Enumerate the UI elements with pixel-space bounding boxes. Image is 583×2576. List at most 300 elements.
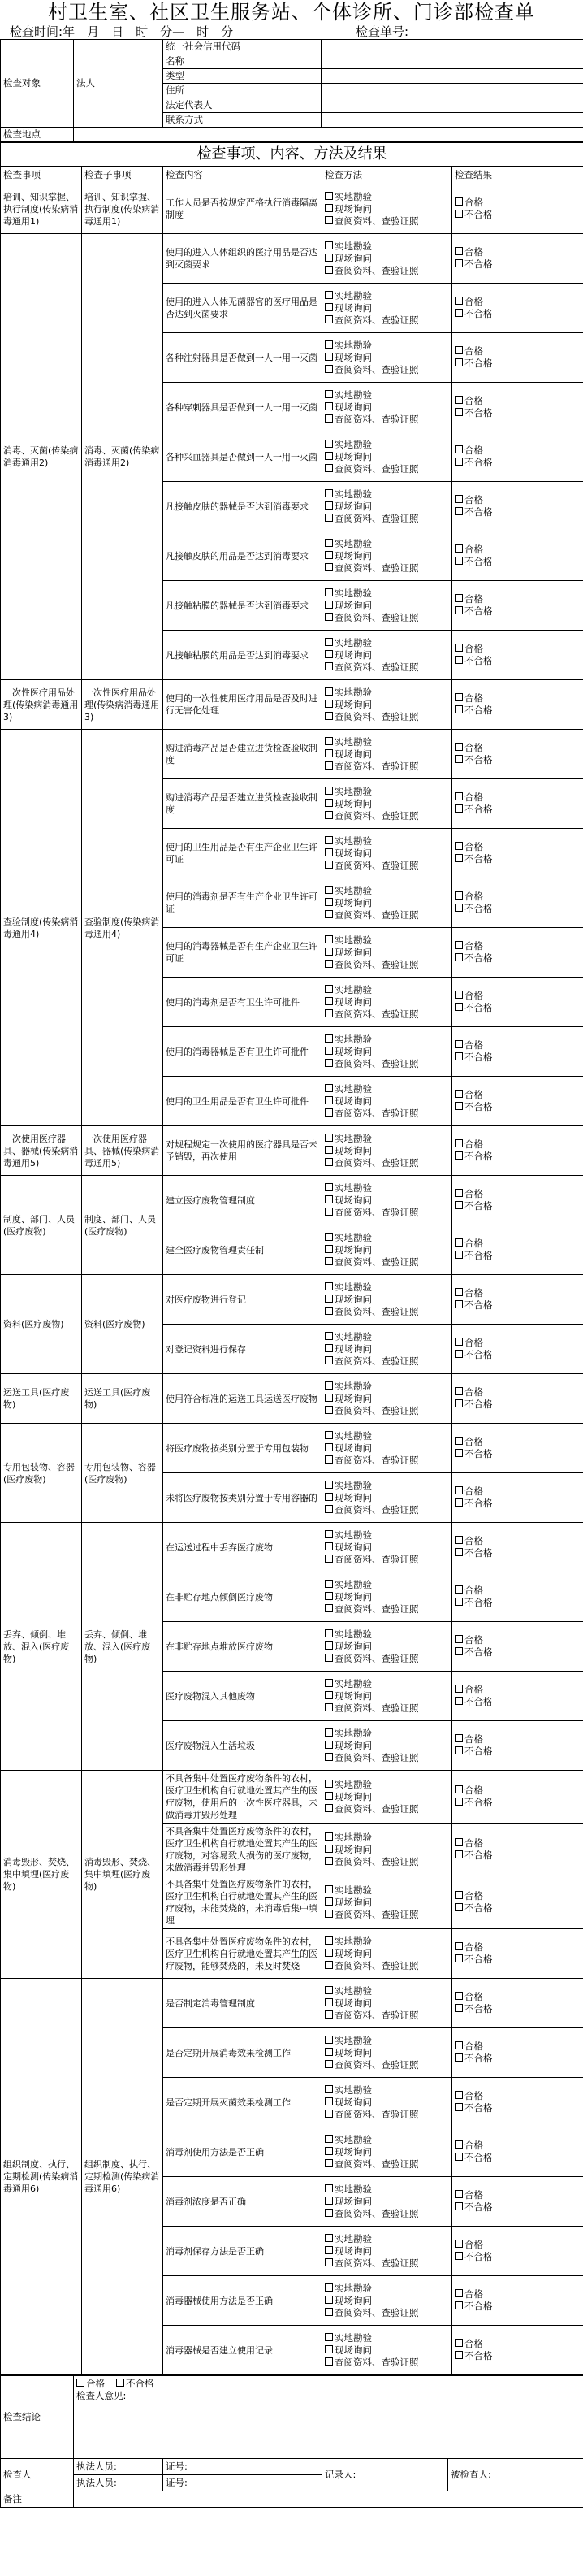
result-checkbox[interactable] <box>455 1139 463 1147</box>
method-checkbox[interactable] <box>325 303 333 311</box>
method-checkbox[interactable] <box>325 551 333 559</box>
method-option-label: 现场询问 <box>335 995 372 1008</box>
result-option <box>455 209 581 221</box>
result-checkbox[interactable] <box>455 1387 463 1395</box>
method-checkbox[interactable] <box>325 539 333 547</box>
method-checkbox[interactable] <box>325 1845 333 1853</box>
result-cell <box>452 1126 583 1176</box>
result-checkbox[interactable] <box>455 1548 463 1556</box>
result-option <box>455 457 581 469</box>
result-checkbox[interactable] <box>455 705 463 713</box>
result-checkbox[interactable] <box>455 1003 463 1011</box>
method-option-label: 查阅资料、查验证照 <box>335 1305 419 1317</box>
column-header: 检查事项 <box>1 167 82 184</box>
method-checkbox[interactable] <box>325 1245 333 1253</box>
result-checkbox[interactable] <box>455 2301 463 2309</box>
basic-field-value[interactable] <box>322 40 583 54</box>
method-checkbox[interactable] <box>325 1961 333 1969</box>
method-checkbox[interactable] <box>325 452 333 460</box>
method-checkbox[interactable] <box>325 241 333 249</box>
method-checkbox[interactable] <box>325 1804 333 1812</box>
method-checkbox[interactable] <box>325 1455 333 1464</box>
result-checkbox[interactable] <box>455 1238 463 1247</box>
method-checkbox[interactable] <box>325 2036 333 2044</box>
method-checkbox[interactable] <box>325 1282 333 1290</box>
result-checkbox[interactable] <box>455 1697 463 1705</box>
method-option-label: 实地勘验 <box>335 1281 372 1293</box>
method-checkbox[interactable] <box>325 1183 333 1191</box>
method-checkbox[interactable] <box>325 501 333 510</box>
result-checkbox[interactable] <box>455 297 463 305</box>
result-option <box>455 1797 581 1809</box>
result-checkbox[interactable] <box>455 1437 463 1445</box>
method-checkbox[interactable] <box>325 2283 333 2292</box>
method-checkbox[interactable] <box>325 1493 333 1501</box>
method-checkbox[interactable] <box>325 353 333 361</box>
result-option-label: 合格 <box>464 742 483 753</box>
result-checkbox[interactable] <box>455 1647 463 1655</box>
result-checkbox[interactable] <box>455 1338 463 1346</box>
result-checkbox[interactable] <box>455 1102 463 1110</box>
method-checkbox[interactable] <box>325 1604 333 1612</box>
method-checkbox[interactable] <box>325 254 333 262</box>
result-checkbox[interactable] <box>455 1734 463 1742</box>
method-checkbox[interactable] <box>325 588 333 596</box>
result-checkbox[interactable] <box>455 2190 463 2198</box>
result-option <box>455 1089 581 1101</box>
method-checkbox[interactable] <box>325 2060 333 2068</box>
method-checkbox[interactable] <box>325 1208 333 1216</box>
method-checkbox[interactable] <box>325 1505 333 1513</box>
result-checkbox[interactable] <box>455 247 463 255</box>
basic-field-value[interactable] <box>322 113 583 128</box>
result-checkbox[interactable] <box>455 991 463 999</box>
method-checkbox[interactable] <box>325 960 333 968</box>
method-option-label: 实地勘验 <box>335 1182 372 1194</box>
method-option-label: 查阅资料、查验证照 <box>335 1206 419 1218</box>
method-checkbox[interactable] <box>325 192 333 200</box>
method-checkbox[interactable] <box>325 2135 333 2143</box>
result-checkbox[interactable] <box>455 346 463 354</box>
method-checkbox[interactable] <box>325 2333 333 2341</box>
remark-value[interactable] <box>74 2491 583 2508</box>
method-checkbox[interactable] <box>325 1158 333 1166</box>
method-cell <box>322 1672 452 1721</box>
method-checkbox[interactable] <box>325 365 333 373</box>
result-checkbox[interactable] <box>455 1090 463 1098</box>
result-option-label: 合格 <box>464 1890 483 1902</box>
method-checkbox[interactable] <box>325 2010 333 2019</box>
method-checkbox[interactable] <box>325 712 333 720</box>
method-checkbox[interactable] <box>325 1146 333 1154</box>
method-checkbox[interactable] <box>325 761 333 770</box>
result-checkbox[interactable] <box>455 458 463 466</box>
result-checkbox[interactable] <box>455 693 463 701</box>
result-checkbox[interactable] <box>455 1746 463 1754</box>
method-checkbox[interactable] <box>325 514 333 522</box>
result-checkbox[interactable] <box>455 1785 463 1793</box>
method-checkbox[interactable] <box>325 2246 333 2254</box>
result-option-label: 不合格 <box>464 308 493 319</box>
method-checkbox[interactable] <box>325 811 333 819</box>
result-checkbox[interactable] <box>455 1992 463 2000</box>
inspection-content: 购进消毒产品是否建立进货检查验收制度 <box>163 779 322 829</box>
method-checkbox[interactable] <box>325 1344 333 1352</box>
result-checkbox[interactable] <box>455 1838 463 1846</box>
result-checkbox[interactable] <box>455 656 463 664</box>
result-option <box>455 2251 581 2263</box>
method-checkbox[interactable] <box>325 848 333 856</box>
method-checkbox[interactable] <box>325 2147 333 2155</box>
method-checkbox[interactable] <box>325 402 333 410</box>
method-checkbox[interactable] <box>325 1394 333 1402</box>
method-checkbox[interactable] <box>325 1257 333 1265</box>
result-option <box>455 1448 581 1460</box>
method-checkbox[interactable] <box>325 1034 333 1043</box>
result-checkbox[interactable] <box>455 755 463 763</box>
method-checkbox[interactable] <box>325 1679 333 1687</box>
result-checkbox[interactable] <box>455 2103 463 2111</box>
method-option-label: 实地勘验 <box>335 1727 372 1739</box>
result-option-label: 不合格 <box>464 655 493 666</box>
method-checkbox[interactable] <box>325 1059 333 1067</box>
result-checkbox[interactable] <box>455 1891 463 1899</box>
inspection-sub-item: 运送工具(医疗废物) <box>82 1374 163 1424</box>
method-cell <box>322 1225 452 1275</box>
method-option <box>325 1844 449 1856</box>
result-checkbox[interactable] <box>455 408 463 416</box>
result-checkbox[interactable] <box>455 1954 463 1962</box>
method-checkbox[interactable] <box>325 440 333 448</box>
method-option-label: 查阅资料、查验证照 <box>335 1156 419 1169</box>
result-checkbox[interactable] <box>455 2153 463 2161</box>
method-checkbox[interactable] <box>325 2110 333 2118</box>
result-checkbox[interactable] <box>455 557 463 565</box>
result-option <box>455 1299 581 1312</box>
method-checkbox[interactable] <box>325 1998 333 2006</box>
result-option-label: 不合格 <box>464 1399 493 1410</box>
method-checkbox[interactable] <box>325 2357 333 2366</box>
result-checkbox[interactable] <box>455 594 463 602</box>
method-checkbox[interactable] <box>325 1641 333 1650</box>
method-checkbox[interactable] <box>325 266 333 274</box>
result-checkbox[interactable] <box>455 2140 463 2149</box>
result-checkbox[interactable] <box>455 891 463 900</box>
result-checkbox[interactable] <box>455 1536 463 1544</box>
method-option <box>325 1306 449 1318</box>
result-cell <box>452 482 583 531</box>
inspection-item: 运送工具(医疗废物) <box>1 1374 82 1424</box>
method-checkbox[interactable] <box>325 613 333 621</box>
result-option-label: 合格 <box>464 1785 483 1796</box>
method-checkbox[interactable] <box>325 1629 333 1637</box>
result-checkbox[interactable] <box>455 358 463 366</box>
method-cell <box>322 978 452 1027</box>
method-checkbox[interactable] <box>325 1381 333 1390</box>
result-cell <box>452 2227 583 2276</box>
method-checkbox[interactable] <box>325 1356 333 1364</box>
conclusion-checkbox[interactable] <box>116 2379 124 2387</box>
inspection-sub-item: 制度、部门、人员(医疗废物) <box>82 1176 163 1275</box>
method-checkbox[interactable] <box>325 1728 333 1737</box>
method-checkbox[interactable] <box>325 2197 333 2205</box>
inspection-row <box>1 184 583 234</box>
result-checkbox[interactable] <box>455 1685 463 1693</box>
method-checkbox[interactable] <box>325 1910 333 1918</box>
result-option <box>455 345 581 358</box>
inspection-content: 各种注射器具是否做到一人一用一灭菌 <box>163 333 322 383</box>
result-checkbox[interactable] <box>455 953 463 961</box>
conclusion-checkbox[interactable] <box>76 2379 84 2387</box>
method-checkbox[interactable] <box>325 1096 333 1104</box>
method-checkbox[interactable] <box>325 948 333 956</box>
result-checkbox[interactable] <box>455 2041 463 2049</box>
result-checkbox[interactable] <box>455 1040 463 1048</box>
method-checkbox[interactable] <box>325 2085 333 2093</box>
result-option <box>455 2301 581 2313</box>
result-checkbox[interactable] <box>455 2202 463 2210</box>
result-option <box>455 1837 581 1850</box>
method-cell <box>322 383 452 432</box>
result-option-label: 合格 <box>464 296 483 307</box>
result-checkbox[interactable] <box>455 804 463 813</box>
method-checkbox[interactable] <box>325 1885 333 1893</box>
result-checkbox[interactable] <box>455 1903 463 1911</box>
method-checkbox[interactable] <box>325 1530 333 1538</box>
method-checkbox[interactable] <box>325 1857 333 1865</box>
result-checkbox[interactable] <box>455 1399 463 1407</box>
method-checkbox[interactable] <box>325 1949 333 1957</box>
method-checkbox[interactable] <box>325 1936 333 1945</box>
method-checkbox[interactable] <box>325 910 333 918</box>
result-checkbox[interactable] <box>455 1798 463 1806</box>
method-checkbox[interactable] <box>325 1780 333 1788</box>
method-checkbox[interactable] <box>325 1047 333 1055</box>
method-checkbox[interactable] <box>325 861 333 869</box>
method-checkbox[interactable] <box>325 1832 333 1841</box>
method-checkbox[interactable] <box>325 2234 333 2242</box>
result-checkbox[interactable] <box>455 1151 463 1160</box>
method-checkbox[interactable] <box>325 1986 333 1994</box>
method-checkbox[interactable] <box>325 1654 333 1662</box>
method-checkbox[interactable] <box>325 1741 333 1749</box>
result-checkbox[interactable] <box>455 904 463 912</box>
method-checkbox[interactable] <box>325 1443 333 1451</box>
method-checkbox[interactable] <box>325 1481 333 1489</box>
result-option-label: 不合格 <box>464 754 493 765</box>
method-checkbox[interactable] <box>325 1134 333 1142</box>
method-option-label: 现场询问 <box>335 1293 372 1305</box>
method-checkbox[interactable] <box>325 2048 333 2056</box>
result-checkbox[interactable] <box>455 1189 463 1197</box>
method-checkbox[interactable] <box>325 787 333 795</box>
result-option-label: 合格 <box>464 1238 483 1249</box>
result-checkbox[interactable] <box>455 2053 463 2062</box>
method-option-label: 现场询问 <box>335 648 372 661</box>
method-checkbox[interactable] <box>325 1555 333 1563</box>
method-checkbox[interactable] <box>325 1108 333 1117</box>
inspection-row <box>1 234 583 284</box>
method-checkbox[interactable] <box>325 1592 333 1600</box>
result-checkbox[interactable] <box>455 606 463 614</box>
result-option-label: 不合格 <box>464 2152 493 2163</box>
method-checkbox[interactable] <box>325 2345 333 2353</box>
method-checkbox[interactable] <box>325 204 333 212</box>
result-checkbox[interactable] <box>455 1486 463 1494</box>
result-checkbox[interactable] <box>455 792 463 800</box>
result-checkbox[interactable] <box>455 1300 463 1308</box>
method-checkbox[interactable] <box>325 638 333 646</box>
result-checkbox[interactable] <box>455 743 463 751</box>
method-checkbox[interactable] <box>325 1431 333 1439</box>
method-option <box>325 835 449 848</box>
method-option <box>325 1690 449 1702</box>
method-checkbox[interactable] <box>325 1580 333 1588</box>
method-checkbox[interactable] <box>325 340 333 349</box>
method-checkbox[interactable] <box>325 291 333 299</box>
method-checkbox[interactable] <box>325 799 333 807</box>
result-option <box>455 2040 581 2053</box>
result-cell <box>452 680 583 730</box>
method-checkbox[interactable] <box>325 836 333 844</box>
method-checkbox[interactable] <box>325 886 333 894</box>
method-checkbox[interactable] <box>325 2258 333 2266</box>
method-checkbox[interactable] <box>325 1332 333 1340</box>
method-checkbox[interactable] <box>325 2296 333 2304</box>
result-checkbox[interactable] <box>455 644 463 652</box>
result-option-label: 合格 <box>464 1684 483 1695</box>
method-checkbox[interactable] <box>325 935 333 943</box>
result-checkbox[interactable] <box>455 842 463 850</box>
result-checkbox[interactable] <box>455 1052 463 1060</box>
result-checkbox[interactable] <box>455 1942 463 1950</box>
method-checkbox[interactable] <box>325 1307 333 1315</box>
method-checkbox[interactable] <box>325 662 333 670</box>
method-checkbox[interactable] <box>325 1295 333 1303</box>
result-checkbox[interactable] <box>455 1288 463 1296</box>
method-checkbox[interactable] <box>325 687 333 696</box>
method-option <box>325 1008 449 1021</box>
result-checkbox[interactable] <box>455 210 463 218</box>
result-option-label: 合格 <box>464 1535 483 1546</box>
result-checkbox[interactable] <box>455 396 463 404</box>
result-checkbox[interactable] <box>455 197 463 206</box>
method-checkbox[interactable] <box>325 414 333 423</box>
result-checkbox[interactable] <box>455 544 463 553</box>
result-checkbox[interactable] <box>455 259 463 267</box>
method-checkbox[interactable] <box>325 2184 333 2192</box>
result-checkbox[interactable] <box>455 507 463 515</box>
result-checkbox[interactable] <box>455 1585 463 1594</box>
result-checkbox[interactable] <box>455 941 463 949</box>
basic-field-value[interactable] <box>322 84 583 98</box>
result-checkbox[interactable] <box>455 2240 463 2248</box>
method-checkbox[interactable] <box>325 2097 333 2105</box>
result-option <box>455 903 581 915</box>
basic-field-value[interactable] <box>322 54 583 69</box>
method-checkbox[interactable] <box>325 216 333 224</box>
result-checkbox[interactable] <box>455 854 463 862</box>
method-checkbox[interactable] <box>325 650 333 658</box>
result-checkbox[interactable] <box>455 2252 463 2260</box>
method-checkbox[interactable] <box>325 601 333 609</box>
result-checkbox[interactable] <box>455 1449 463 1457</box>
result-checkbox[interactable] <box>455 495 463 503</box>
result-checkbox[interactable] <box>455 1350 463 1358</box>
result-cell <box>452 1077 583 1126</box>
result-checkbox[interactable] <box>455 2339 463 2347</box>
result-checkbox[interactable] <box>455 1201 463 1209</box>
method-checkbox[interactable] <box>325 700 333 708</box>
method-checkbox[interactable] <box>325 489 333 497</box>
method-checkbox[interactable] <box>325 1897 333 1906</box>
method-checkbox[interactable] <box>325 1542 333 1550</box>
method-checkbox[interactable] <box>325 997 333 1005</box>
result-option-label: 合格 <box>464 345 483 357</box>
method-checkbox[interactable] <box>325 749 333 757</box>
result-cell <box>452 1325 583 1374</box>
method-checkbox[interactable] <box>325 737 333 745</box>
method-checkbox[interactable] <box>325 1233 333 1241</box>
result-checkbox[interactable] <box>455 309 463 317</box>
method-checkbox[interactable] <box>325 985 333 993</box>
result-checkbox[interactable] <box>455 2004 463 2012</box>
result-option-label: 不合格 <box>464 1052 493 1063</box>
inspection-sub-item: 培训、知识掌握、执行制度(传染病消毒通用1) <box>82 184 163 234</box>
result-option <box>455 1684 581 1696</box>
result-checkbox[interactable] <box>455 1251 463 1259</box>
result-option <box>455 2338 581 2350</box>
method-option-label: 现场询问 <box>335 2195 372 2207</box>
result-checkbox[interactable] <box>455 1498 463 1507</box>
basic-field-value[interactable] <box>322 98 583 113</box>
method-option <box>325 1207 449 1219</box>
method-checkbox[interactable] <box>325 2308 333 2316</box>
method-checkbox[interactable] <box>325 1084 333 1092</box>
meta-line <box>0 24 583 39</box>
result-checkbox[interactable] <box>455 1635 463 1643</box>
basic-field-value[interactable] <box>322 69 583 84</box>
result-option <box>455 952 581 965</box>
method-checkbox[interactable] <box>325 315 333 323</box>
method-checkbox[interactable] <box>325 1009 333 1017</box>
method-checkbox[interactable] <box>325 2159 333 2167</box>
method-checkbox[interactable] <box>325 390 333 398</box>
method-checkbox[interactable] <box>325 464 333 472</box>
method-option <box>325 761 449 773</box>
result-checkbox[interactable] <box>455 2091 463 2099</box>
method-checkbox[interactable] <box>325 1691 333 1699</box>
result-checkbox[interactable] <box>455 1598 463 1606</box>
address-value[interactable] <box>74 128 583 142</box>
result-checkbox[interactable] <box>455 2289 463 2297</box>
result-checkbox[interactable] <box>455 445 463 453</box>
method-option-label: 实地勘验 <box>335 1831 372 1843</box>
result-option <box>455 853 581 865</box>
result-cell <box>452 878 583 928</box>
method-checkbox[interactable] <box>325 1406 333 1414</box>
result-cell <box>452 1027 583 1077</box>
method-checkbox[interactable] <box>325 1753 333 1761</box>
method-checkbox[interactable] <box>325 1792 333 1800</box>
method-checkbox[interactable] <box>325 1195 333 1203</box>
method-checkbox[interactable] <box>325 1703 333 1711</box>
result-checkbox[interactable] <box>455 1850 463 1858</box>
result-checkbox[interactable] <box>455 2351 463 2359</box>
method-checkbox[interactable] <box>325 563 333 571</box>
method-checkbox[interactable] <box>325 2209 333 2217</box>
method-checkbox[interactable] <box>325 898 333 906</box>
